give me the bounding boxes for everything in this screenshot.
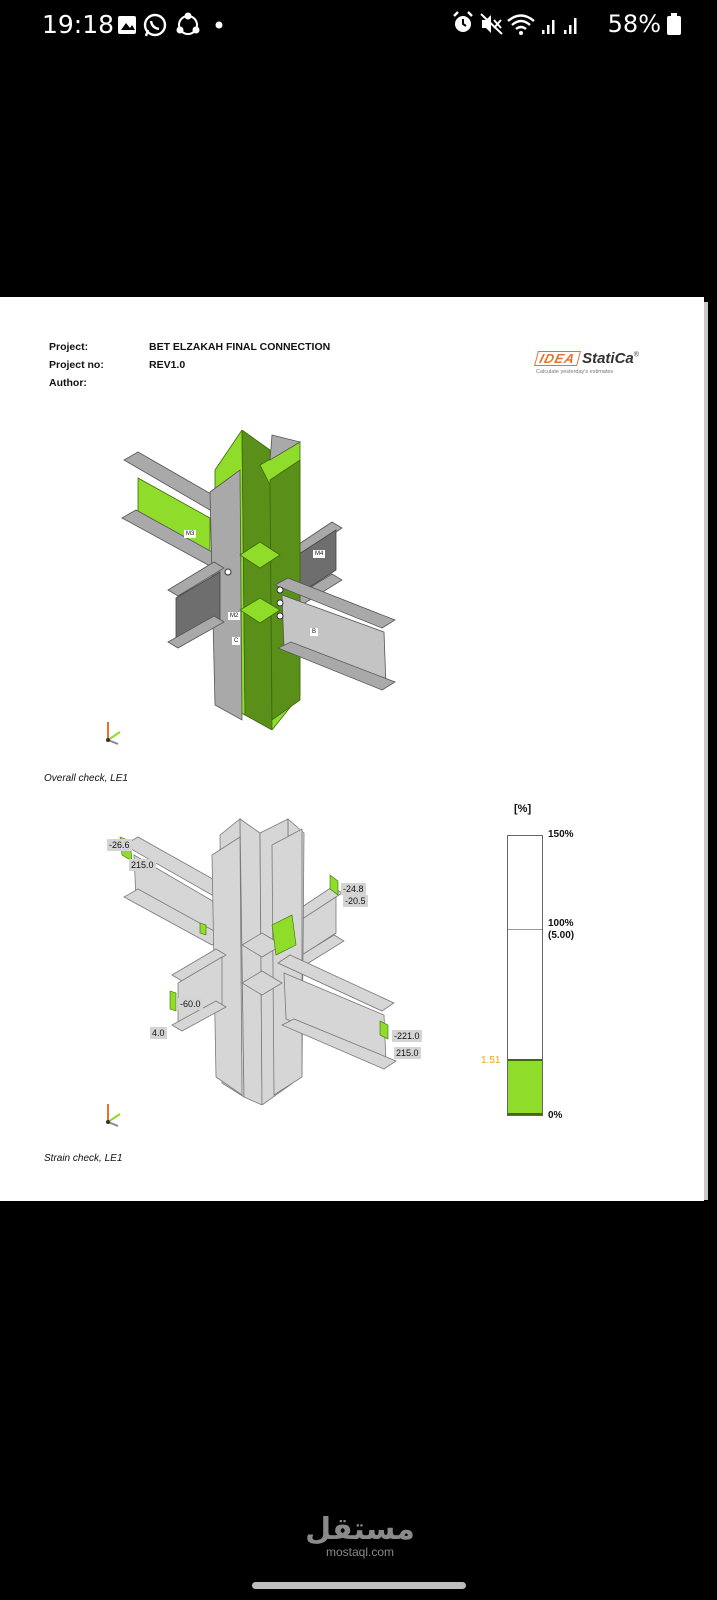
legend-bar [507,835,543,1116]
beam-m3 [122,452,225,566]
axis-triad-icon [100,718,124,746]
bolt [277,600,283,606]
legend-value-fill [508,1059,542,1115]
member-label-b: B [312,629,317,635]
member-label-m3: M3 [186,531,195,537]
strain-highlight [200,923,206,935]
strain-check-model [112,815,412,1105]
logo-tagline: Calculate yesterday's estimates [536,369,614,375]
status-right [452,10,681,38]
status-time: 19:18 [42,10,115,39]
logo-idea: IDEA [534,351,581,366]
author-label: Author: [49,377,87,389]
project-no-value: REV1.0 [149,359,186,371]
status-left-icons [116,12,228,45]
strain-label: -26.6 [109,840,130,850]
strain-label: 215.0 [396,1048,419,1058]
axis-triad-icon [100,1100,124,1128]
share-icon [177,13,200,35]
bolt [277,587,283,593]
overall-check-model [110,430,410,730]
legend-bottom: 0% [548,1110,563,1121]
legend-unit: [%] [514,803,532,815]
project-no-label: Project no: [49,359,104,371]
idea-statica-logo [536,350,639,375]
image-icon [118,16,136,34]
strain-label: -221.0 [394,1031,420,1041]
strain-label: -60.0 [180,999,201,1009]
logo-statica: StatiCa [582,350,634,367]
status-bar [0,0,717,50]
member-label-m4: M4 [315,551,324,557]
strain-highlight [170,991,176,1011]
overall-check-caption: Overall check, LE1 [44,773,128,784]
wifi-icon [508,16,534,36]
page-edge [704,302,708,1200]
legend-mid-sub: (5.00) [548,930,575,941]
legend-limit-line [508,929,542,930]
dot-icon [216,22,223,29]
legend-value: 1.51 [481,1055,501,1066]
mostaql-watermark [300,1512,420,1559]
mute-icon [481,14,502,34]
whatsapp-icon [145,15,165,36]
battery-percent: 58% [607,10,661,38]
signal-icon [564,18,577,34]
watermark-latin: mostaql.com [325,1545,395,1559]
strain-label: 215.0 [131,860,154,870]
project-label: Project: [49,341,89,353]
watermark-arabic: مستقل [305,1512,415,1547]
battery-icon [667,13,681,35]
alarm-icon [454,12,472,32]
strain-label: -20.5 [345,896,366,906]
logo-reg: ® [633,351,639,359]
strain-label: -24.8 [343,884,364,894]
project-value: BET ELZAKAH FINAL CONNECTION [149,341,331,353]
bolt [225,569,231,575]
bolt [277,613,283,619]
legend-top: 150% [548,829,574,840]
strain-label: 4.0 [152,1028,165,1038]
member-label-m2: M2 [230,613,239,619]
legend-mid: 100% [548,918,574,929]
member-label-c: C [234,638,239,644]
home-gesture-bar[interactable] [252,1582,466,1589]
strain-check-caption: Strain check, LE1 [44,1153,123,1164]
signal-icon [542,20,555,34]
